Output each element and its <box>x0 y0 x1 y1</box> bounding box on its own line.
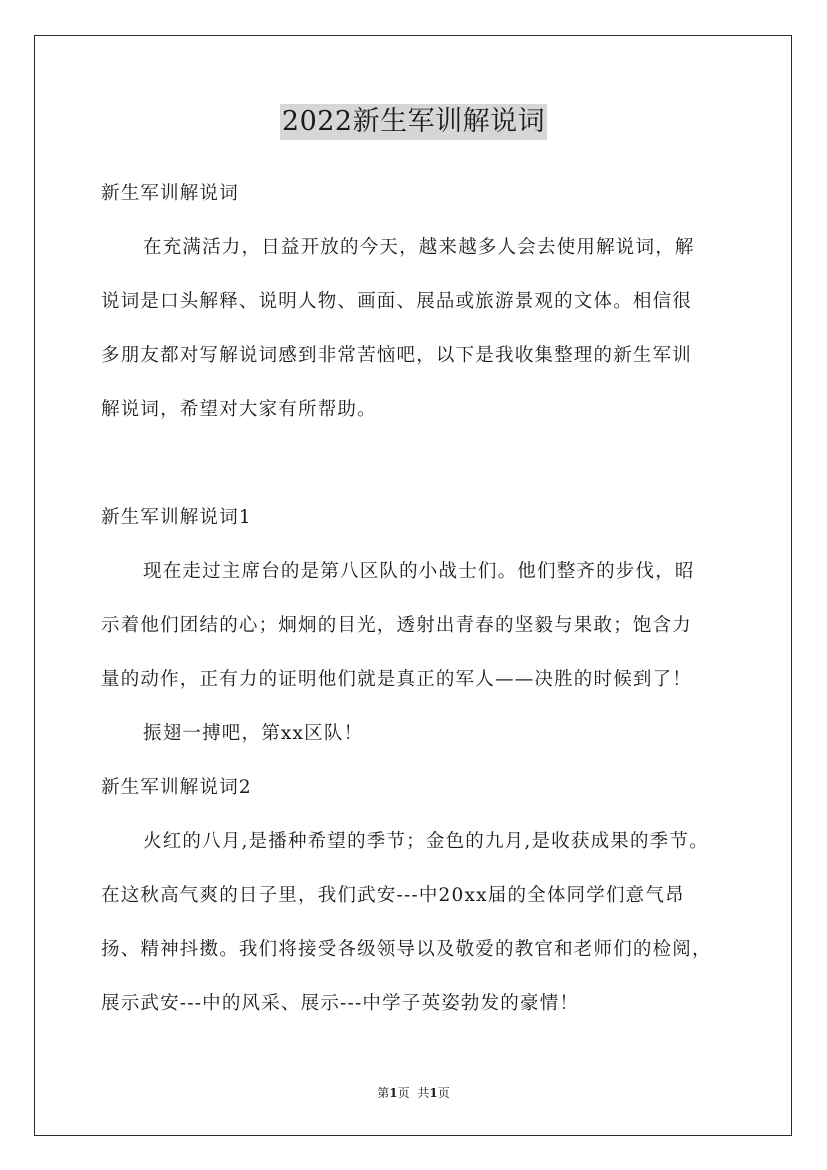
section-1-line-3: 量的动作，正有力的证明他们就是真正的军人——决胜的时候到了！ <box>101 669 693 690</box>
intro-line-2: 说词是口头解释、说明人物、画面、展品或旅游景观的文体。相信很 <box>101 291 693 312</box>
section-1-line-4: 振翅一搏吧，第xx区队！ <box>143 723 364 744</box>
section-2-line-2: 在这秋高气爽的日子里，我们武安---中20xx届的全体同学们意气昂 <box>101 885 685 906</box>
intro-line-4: 解说词，希望对大家有所帮助。 <box>101 399 377 420</box>
total-suffix: 页 <box>437 1086 450 1100</box>
section-2-line-1: 火红的八月,是播种希望的季节；金色的九月,是收获成果的季节。 <box>143 831 709 852</box>
subtitle: 新生军训解说词 <box>101 183 239 204</box>
section-2-heading: 新生军训解说词2 <box>101 777 252 798</box>
document-title: 2022新生军训解说词 <box>280 104 547 140</box>
section-2-line-4: 展示武安---中的风采、展示---中学子英姿勃发的豪情！ <box>101 993 580 1014</box>
page-current: 1 <box>389 1086 398 1100</box>
section-1-line-2: 示着他们团结的心；炯炯的目光，透射出青春的坚毅与果敢；饱含力 <box>101 615 693 636</box>
section-1-line-1: 现在走过主席台的是第八区队的小战士们。他们整齐的步伐，昭 <box>143 561 695 582</box>
section-2-line-3: 扬、精神抖擞。我们将接受各级领导以及敬爱的教官和老师们的检阅， <box>101 939 712 960</box>
page-footer <box>0 1085 827 1101</box>
page-prefix: 第 <box>377 1086 390 1100</box>
total-prefix: 共 <box>417 1086 430 1100</box>
section-1-heading: 新生军训解说词1 <box>101 507 252 528</box>
intro-line-1: 在充满活力，日益开放的今天，越来越多人会去使用解说词，解 <box>143 237 695 258</box>
intro-line-3: 多朋友都对写解说词感到非常苦恼吧，以下是我收集整理的新生军训 <box>101 345 693 366</box>
page-total: 1 <box>429 1086 438 1100</box>
title-container <box>0 104 827 140</box>
page-suffix: 页 <box>397 1086 410 1100</box>
